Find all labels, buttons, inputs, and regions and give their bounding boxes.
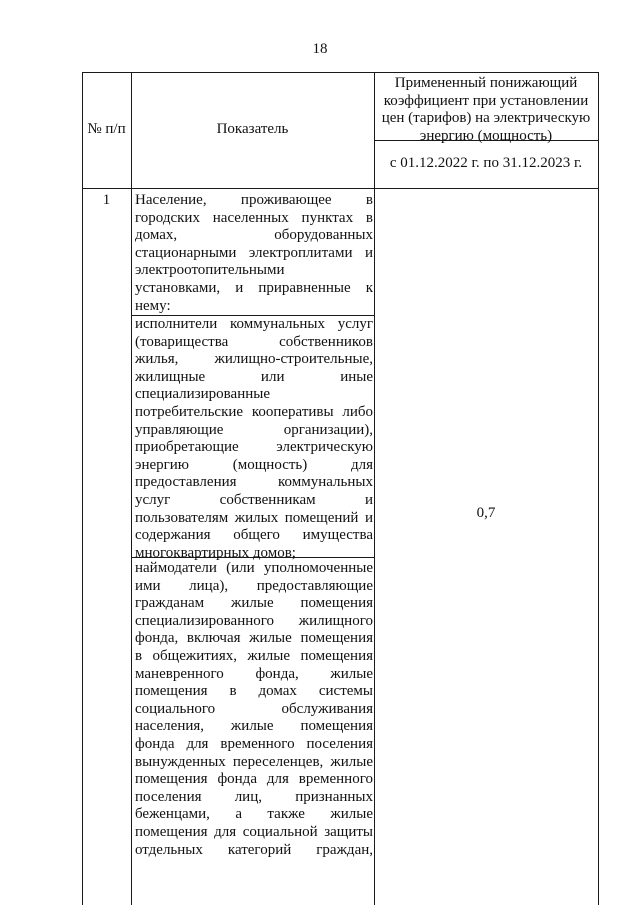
header-indicator-column: Показатель: [216, 121, 289, 137]
header-coefficient-period: с 01.12.2022 г. по 31.12.2023 г.: [389, 155, 583, 171]
table-top-border: [82, 72, 598, 73]
indicator-line: управляющие организации),: [135, 421, 373, 438]
row-number: 1: [102, 192, 111, 208]
indicator-line: помещения для социальной защиты: [135, 823, 373, 840]
indicator-line: отдельных категорий граждан,: [135, 841, 373, 858]
header-bottom-border: [82, 188, 598, 189]
indicator-segment-population: [135, 192, 373, 315]
table-right-border: [598, 72, 599, 905]
column-divider-1: [131, 72, 132, 905]
indicator-line: исполнители коммунальных услуг: [135, 316, 373, 332]
indicator-line: домах, оборудованных: [135, 227, 373, 244]
indicator-line: установками, и приравненные к: [135, 279, 373, 296]
column-divider-2: [374, 72, 375, 905]
indicator-line: стационарными электроплитами и: [135, 244, 373, 261]
indicator-line: потребительские кооперативы либо: [135, 403, 373, 420]
indicator-line: (товарищества собственников: [135, 333, 373, 350]
indicator-line: специализированные: [135, 386, 270, 403]
indicator-line: электроотопительными: [135, 262, 285, 279]
indicator-line: Население, проживающее в: [135, 192, 373, 208]
indicator-line: предоставления коммунальных: [135, 474, 373, 491]
page-number: 18: [312, 41, 328, 57]
indicator-line: социального обслуживания: [135, 700, 373, 717]
indicator-line: ими лица), предоставляющие: [135, 577, 373, 594]
header-coefficient-title: Примененный понижающий коэффициент при установлении цен (тарифов) на электрическую энергию (мощность): [381, 75, 591, 144]
row-coefficient-value: 0,7: [476, 505, 496, 521]
indicator-line: содержания общего имущества: [135, 527, 373, 544]
indicator-line: помещения в домах системы: [135, 683, 373, 700]
indicator-line: специализированного жилищного: [135, 612, 373, 629]
indicator-line: нему:: [135, 297, 171, 314]
indicator-line: в общежитиях, жилые помещения: [135, 647, 373, 664]
indicator-line: фонда, включая жилые помещения: [135, 630, 373, 647]
indicator-line: вынужденных переселенцев, жилые: [135, 753, 373, 770]
indicator-line: фонда для временного поселения: [135, 735, 373, 752]
indicator-line: поселения лиц, признанных: [135, 788, 373, 805]
indicator-line: жилищные или иные: [135, 368, 373, 385]
indicator-line: населения, жилые помещения: [135, 718, 373, 735]
indicator-line: беженцами, а также жилые: [135, 806, 373, 823]
indicator-line: жилья, жилищно-строительные,: [135, 351, 373, 368]
indicator-line: городских населенных пунктах в: [135, 209, 373, 226]
indicator-line: пользователям жилых помещений и: [135, 509, 373, 526]
header-number-column: № п/п: [87, 121, 126, 137]
indicator-line: наймодатели (или уполномоченные: [135, 560, 373, 576]
indicator-line: приобретающие электрическую: [135, 439, 373, 456]
indicator-line: помещения фонда для временного: [135, 771, 373, 788]
indicator-line: маневренного фонда, жилые: [135, 665, 373, 682]
indicator-segment-landlords: [135, 560, 373, 859]
indicator-line: гражданам жилые помещения: [135, 595, 373, 612]
indicator-line: энергию (мощность) для: [135, 456, 373, 473]
indicator-line: услуг собственникам и: [135, 491, 373, 508]
indicator-segment-utility-providers: [135, 316, 373, 562]
indicator-line: многоквартирных домов;: [135, 544, 296, 561]
